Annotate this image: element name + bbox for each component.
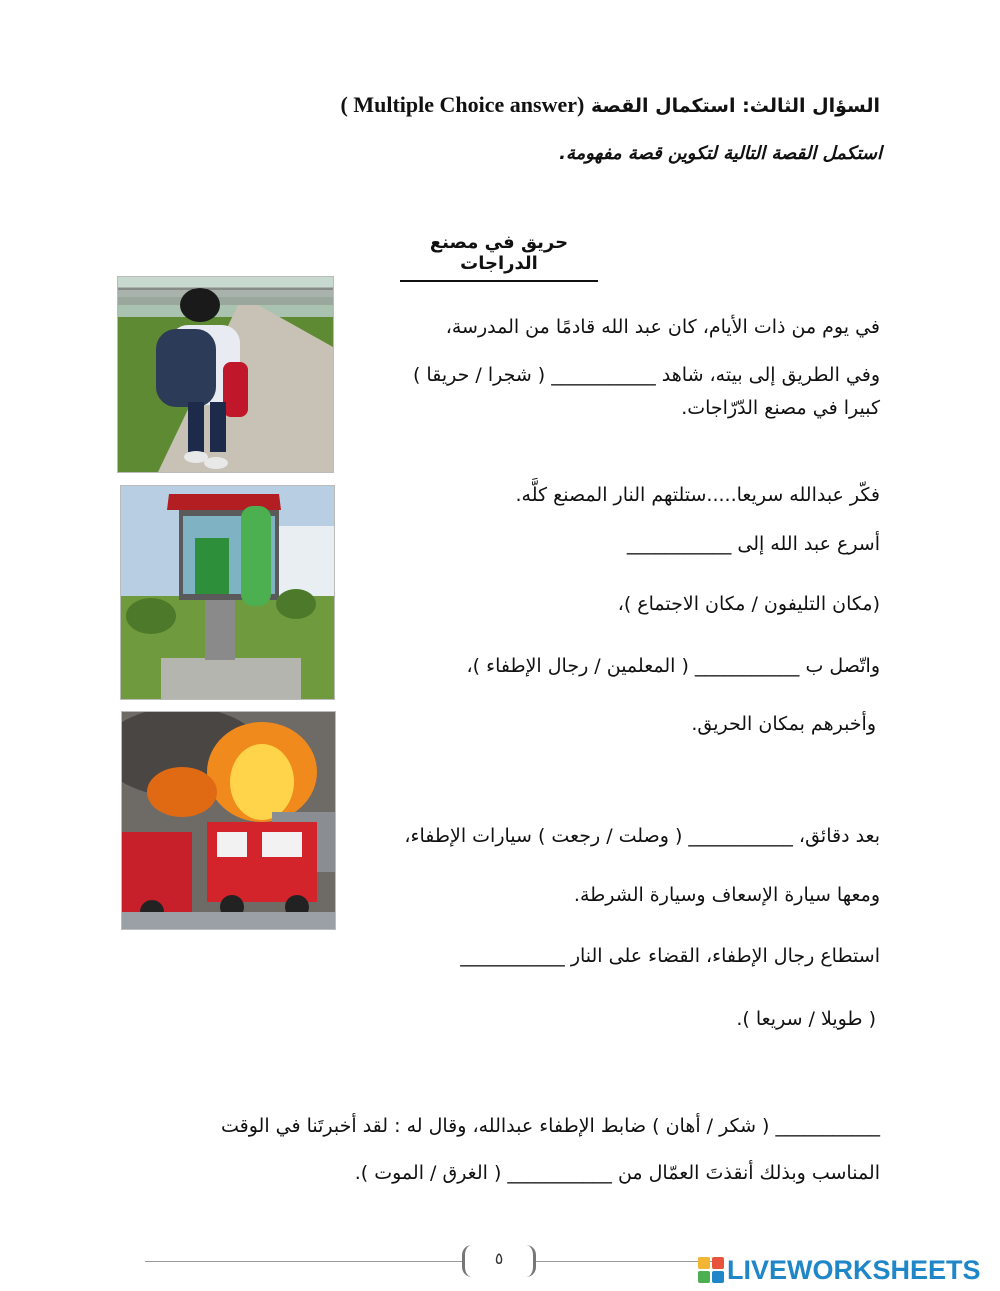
story-line-10: ومعها سيارة الإسعاف وسيارة الشرطة.: [573, 884, 880, 906]
boy-walking-image: [117, 276, 334, 473]
story-line-6: (مكان التليفون / مكان الاجتماع )،: [617, 593, 880, 615]
logo-text: LIVEWORKSHEETS: [727, 1254, 981, 1285]
story-line-1: في يوم من ذات الأيام، كان عبد الله قادمًا من المدرسة،: [445, 316, 880, 338]
story-line-9: بعد دقائق، ___________ ( وصلت / رجعت ) سيارات الإطفاء،: [404, 825, 880, 847]
story-line-3: كبيرا في مصنع الدّرّاجات.: [681, 397, 880, 419]
question-type-en: ( Multiple Choice answer): [340, 92, 585, 117]
liveworksheets-logo: [698, 1255, 981, 1285]
story-line-12: ( طويلا / سريعا ).: [736, 1008, 876, 1030]
story-line-4: فكّر عبدالله سريعا.....ستلتهم النار المصنع كلَّه.: [515, 484, 880, 506]
telephone-booth-image: [120, 485, 335, 700]
question-label: السؤال الثالث: استكمال القصة: [590, 95, 880, 117]
footer-rule-left: [145, 1261, 462, 1262]
story-line-7: واتّصل ب ___________ ( المعلمين / رجال الإطفاء )،: [466, 655, 880, 677]
page-number: ٥: [462, 1245, 536, 1277]
story-line-2: وفي الطريق إلى بيته، شاهد ___________ ( شجرا / حريقا ): [412, 364, 880, 386]
story-line-8: وأخبرهم بمكان الحريق.: [691, 713, 876, 735]
instruction-text: استكمل القصة التالية لتكوين قصة مفهومة.: [559, 143, 882, 164]
logo-icon: [698, 1257, 724, 1283]
story-line-5: أسرع عبد الله إلى ___________: [626, 533, 880, 555]
story-title: حريق في مصنع الدراجات: [400, 232, 598, 282]
story-line-14: المناسب وبذلك أنقذتَ العمّال من ___________ ( الغرق / الموت ).: [354, 1162, 880, 1184]
question-heading: [341, 92, 880, 118]
footer-rule-right: [536, 1261, 716, 1262]
story-line-13: ___________ ( شكر / أهان ) ضابط الإطفاء عبدالله، وقال له : لقد أخبرتَنا في الوقت: [221, 1115, 880, 1137]
fire-trucks-image: [121, 711, 336, 930]
story-line-11: استطاع رجال الإطفاء، القضاء على النار ___________: [460, 945, 880, 967]
